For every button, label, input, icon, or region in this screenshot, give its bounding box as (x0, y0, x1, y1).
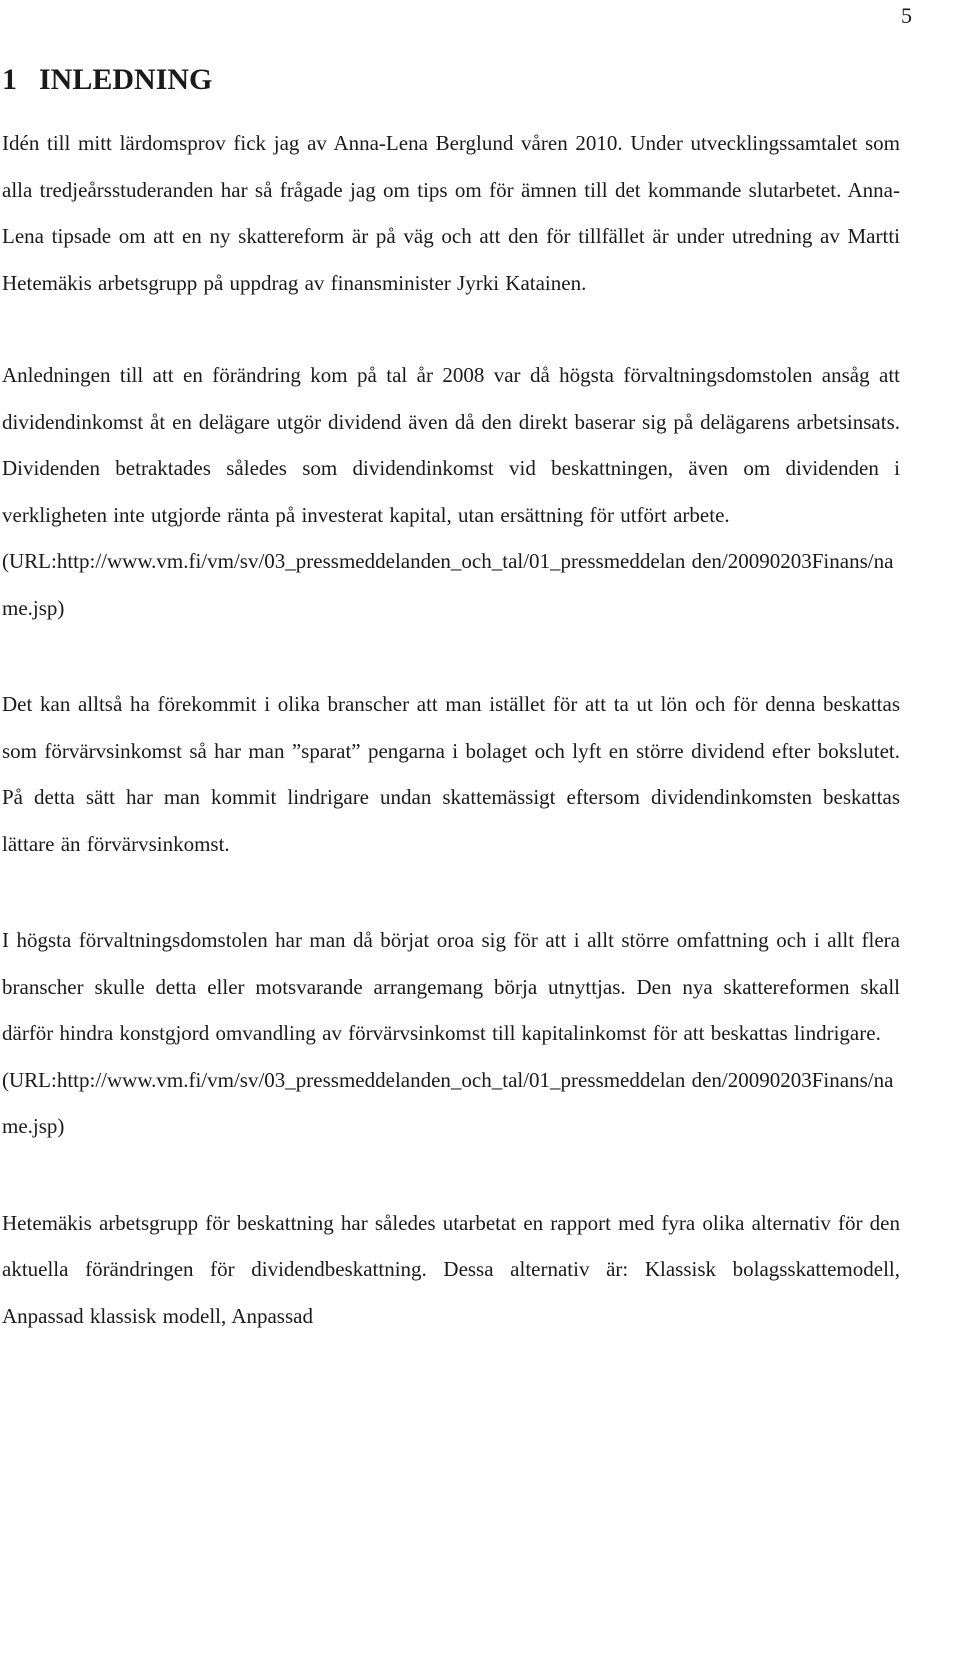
chapter-title: INLEDNING (39, 63, 213, 96)
body-text (2, 120, 900, 1389)
paragraph (2, 917, 900, 1150)
paragraph-text: I högsta förvaltningsdomstolen har man då börjat oroa sig för att i allt större omfattning och i allt flera branscher skulle detta eller motsvarande arrangemang börja utnyttjas. Den nya skattereformen skall därför hindra konstgjord omvandling av förvärvsinkomst till kapitalinkomst för att beskattas lindrigare. (2, 928, 900, 1045)
page-number: 5 (901, 3, 912, 28)
paragraph (2, 1200, 900, 1340)
paragraph-text: Idén till mitt lärdomsprov fick jag av Anna-Lena Berglund våren 2010. Under utvecklingssamtalet som alla tredjeårsstuderanden har så frågade jag om tips om för ämnen till det kommande slutarbetet. Anna-Lena tipsade om att en ny skattereform är på väg och att den för tillfället är under utredning av Martti Hetemäkis arbetsgrupp på uppdrag av finansminister Jyrki Katainen. (2, 131, 900, 295)
paragraph-text: Det kan alltså ha förekommit i olika branscher att man istället för att ta ut lön och för denna beskattas som förvärvsinkomst så har man ”sparat” pengarna i bolaget och lyft en större dividend efter bokslutet. På detta sätt har man kommit lindrigare undan skattemässigt eftersom dividendinkomsten beskattas lättare än förvärvsinkomst. (2, 692, 900, 856)
chapter-heading (2, 60, 212, 100)
chapter-number: 1 (2, 63, 17, 96)
source-url: (URL:http://www.vm.fi/vm/sv/03_pressmeddelanden_och_tal/01_pressmeddelan den/20090203Finans/name.jsp) (2, 1067, 894, 1138)
paragraph (2, 120, 900, 306)
paragraph-text: Hetemäkis arbetsgrupp för beskattning har således utarbetat en rapport med fyra olika alternativ för den aktuella förändringen för dividendbeskattning. Dessa alternativ är: Klassisk bolagsskattemodell, Anpassad klassisk modell, Anpassad (2, 1210, 900, 1328)
paragraph (2, 681, 900, 867)
source-url: (URL:http://www.vm.fi/vm/sv/03_pressmeddelanden_och_tal/01_pressmeddelan den/20090203Finans/name.jsp) (2, 549, 894, 620)
paragraph-text: Anledningen till att en förändring kom på tal år 2008 var då högsta förvaltningsdomstolen ansåg att dividendinkomst åt en delägare utgör dividend även då den direkt baserar sig på delägarens arbetsinsats. Dividenden betraktades således som dividendinkomst vid beskattningen, även om dividenden i verkligheten inte utgjorde ränta på investerat kapital, utan ersättning för utfört arbete. (2, 363, 900, 527)
paragraph (2, 352, 900, 631)
